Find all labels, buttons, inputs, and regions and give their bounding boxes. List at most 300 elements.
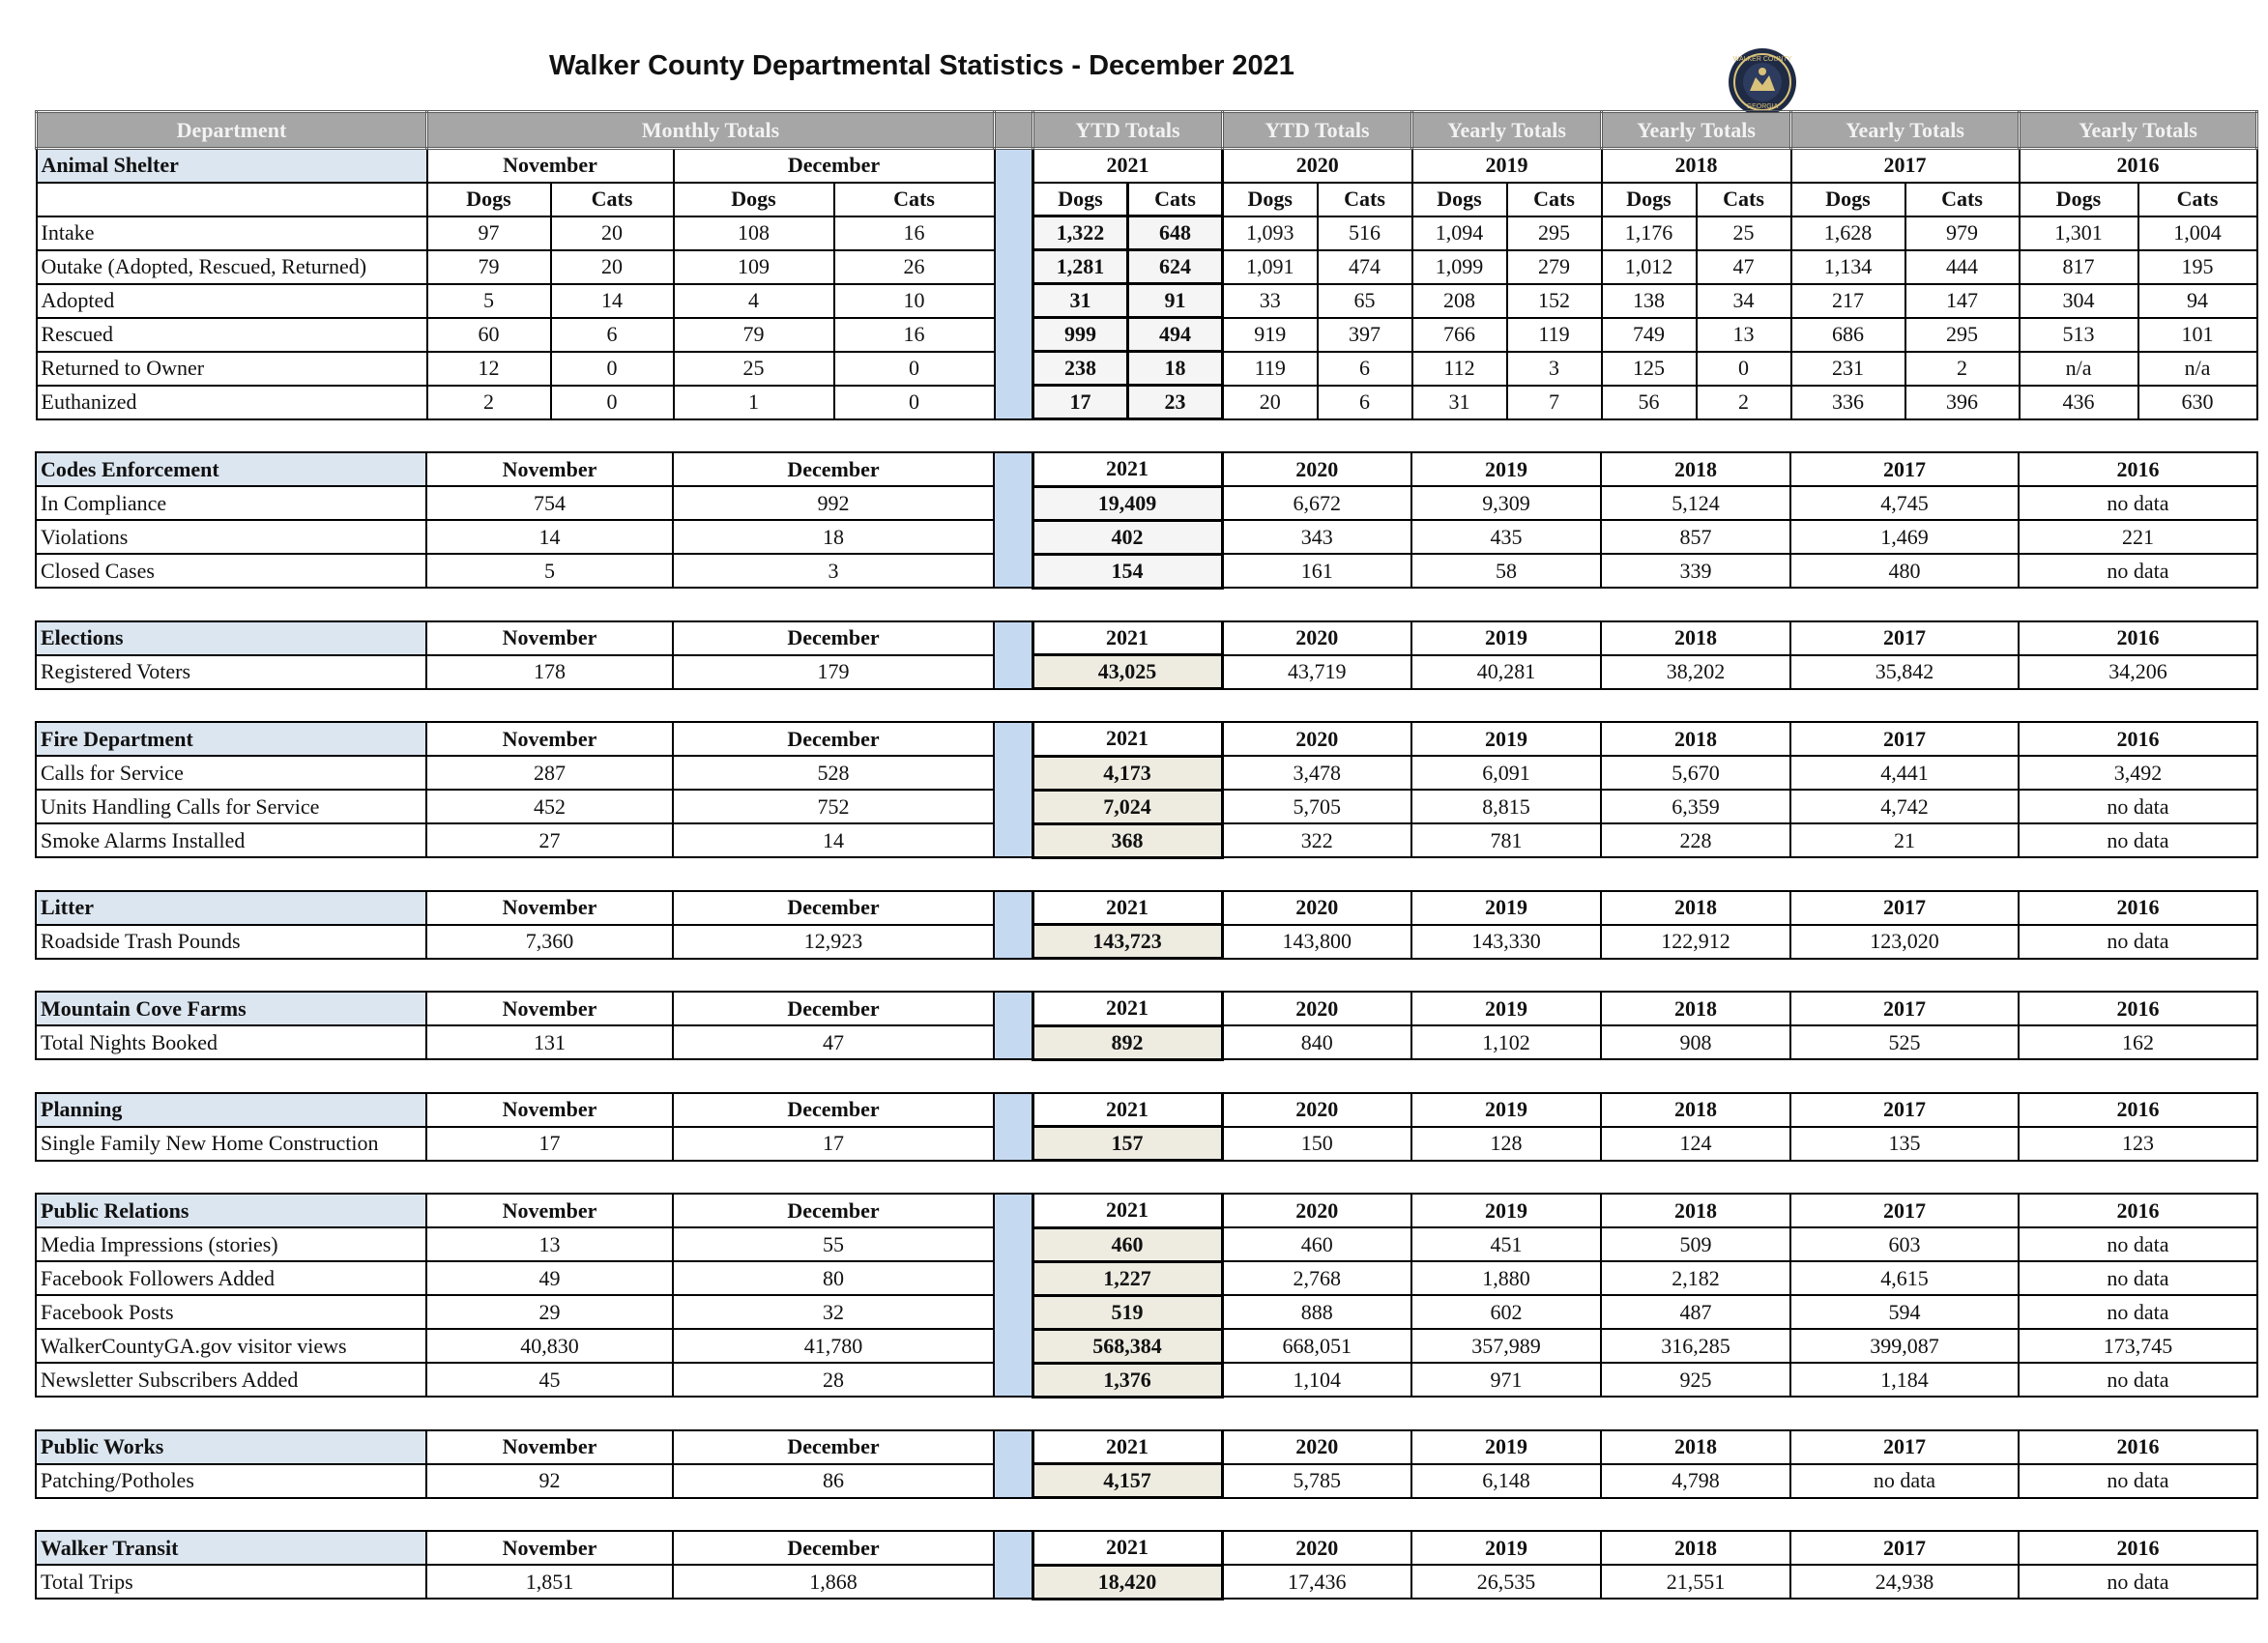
value-cell: 6 [1318, 386, 1412, 419]
ytd-value-cell: 402 [1032, 520, 1222, 554]
value-cell: 60 [427, 318, 551, 352]
value-cell: 1,012 [1602, 250, 1697, 284]
value-cell: 21,551 [1601, 1565, 1790, 1599]
value-cell: 2 [1905, 352, 2020, 386]
species-header: Cats [1128, 183, 1223, 216]
value-cell: 24,938 [1790, 1565, 2019, 1599]
species-header: Cats [1697, 183, 1791, 216]
period-header: 2016 [2019, 992, 2257, 1025]
column-header-row [37, 112, 2257, 149]
value-cell: 3 [673, 554, 994, 588]
value-cell: 1,301 [2020, 216, 2138, 250]
ytd-value-cell: 892 [1032, 1025, 1222, 1059]
period-header: 2016 [2019, 1531, 2257, 1565]
section-spacer [35, 1061, 2258, 1092]
period-header: 2016 [2020, 149, 2257, 183]
ytd-value-cell: 4,157 [1032, 1464, 1222, 1498]
value-cell: 14 [673, 823, 994, 857]
column-header: YTD Totals [1033, 112, 1223, 149]
period-header: 2016 [2019, 1093, 2257, 1127]
value-cell: 25 [674, 352, 834, 386]
gap-column [994, 1531, 1032, 1599]
value-cell: 0 [551, 386, 674, 419]
value-cell: no data [2019, 1261, 2257, 1295]
value-cell: 26 [834, 250, 995, 284]
value-cell: 668,051 [1222, 1329, 1411, 1363]
value-cell: 108 [674, 216, 834, 250]
species-header: Dogs [1223, 183, 1318, 216]
period-header: 2021 [1032, 891, 1222, 925]
value-cell: 1 [674, 386, 834, 419]
section-title: Codes Enforcement [36, 452, 426, 486]
value-cell: 1,134 [1791, 250, 1905, 284]
period-header: 2018 [1601, 992, 1790, 1025]
value-cell: 525 [1790, 1025, 2019, 1059]
section-title: Walker Transit [36, 1531, 426, 1565]
value-cell: 162 [2019, 1025, 2257, 1059]
empty-cell [37, 183, 427, 216]
value-cell: 150 [1222, 1127, 1411, 1161]
value-cell: 5,670 [1601, 756, 1790, 790]
species-header: Dogs [1033, 183, 1128, 216]
row-label: Intake [37, 216, 427, 250]
table-row [37, 318, 2257, 352]
value-cell: 123,020 [1790, 925, 2019, 959]
period-header: December [673, 621, 994, 655]
table-row [36, 1227, 2257, 1261]
value-cell: 32 [673, 1295, 994, 1329]
value-cell: 9,309 [1411, 486, 1601, 520]
table-row [36, 1295, 2257, 1329]
period-header: December [673, 722, 994, 756]
ytd-value-cell: 18 [1128, 352, 1223, 386]
species-header: Cats [1318, 183, 1412, 216]
period-header: 2021 [1032, 992, 1222, 1025]
period-header: 2018 [1601, 621, 1790, 655]
value-cell: 178 [426, 655, 673, 689]
period-header: 2017 [1790, 1430, 2019, 1464]
value-cell: 55 [673, 1227, 994, 1261]
value-cell: n/a [2020, 352, 2138, 386]
value-cell: 112 [1412, 352, 1507, 386]
section-header-row [36, 891, 2257, 925]
value-cell: 123 [2019, 1127, 2257, 1161]
value-cell: 21 [1790, 823, 2019, 857]
value-cell: 17,436 [1222, 1565, 1411, 1599]
value-cell: 152 [1507, 284, 1602, 318]
value-cell: 287 [426, 756, 673, 790]
value-cell: 487 [1601, 1295, 1790, 1329]
value-cell: 143,330 [1411, 925, 1601, 959]
period-header: November [426, 1194, 673, 1227]
value-cell: 992 [673, 486, 994, 520]
ytd-value-cell: 1,227 [1032, 1261, 1222, 1295]
value-cell: 217 [1791, 284, 1905, 318]
row-label: Smoke Alarms Installed [36, 823, 426, 857]
value-cell: 20 [551, 250, 674, 284]
value-cell: 5,124 [1601, 486, 1790, 520]
row-label: Closed Cases [36, 554, 426, 588]
value-cell: no data [2019, 1363, 2257, 1397]
value-cell: 4,742 [1790, 790, 2019, 823]
value-cell: 452 [426, 790, 673, 823]
section-spacer [35, 1398, 2258, 1429]
value-cell: 295 [1507, 216, 1602, 250]
period-header: December [673, 992, 994, 1025]
value-cell: 516 [1318, 216, 1412, 250]
row-label: Euthanized [37, 386, 427, 419]
table-row [36, 1127, 2257, 1161]
row-label: Total Nights Booked [36, 1025, 426, 1059]
subheader-row [37, 183, 2257, 216]
period-header: 2017 [1790, 452, 2019, 486]
period-header: 2019 [1411, 621, 1601, 655]
value-cell: 12,923 [673, 925, 994, 959]
value-cell: 1,469 [1790, 520, 2019, 554]
value-cell: 119 [1223, 352, 1318, 386]
value-cell: 128 [1411, 1127, 1601, 1161]
value-cell: 1,091 [1223, 250, 1318, 284]
value-cell: 603 [1790, 1227, 2019, 1261]
value-cell: 13 [1697, 318, 1791, 352]
value-cell: 17 [426, 1127, 673, 1161]
value-cell: no data [2019, 823, 2257, 857]
value-cell: 888 [1222, 1295, 1411, 1329]
ytd-value-cell: 1,281 [1033, 250, 1128, 284]
value-cell: 40,281 [1411, 655, 1601, 689]
period-header: 2018 [1601, 722, 1790, 756]
ytd-value-cell: 43,025 [1032, 655, 1222, 689]
period-header: 2020 [1222, 1093, 1411, 1127]
ytd-value-cell: 568,384 [1032, 1329, 1222, 1363]
value-cell: 5,785 [1222, 1464, 1411, 1498]
value-cell: 1,628 [1791, 216, 1905, 250]
section-table [35, 1193, 2258, 1398]
value-cell: 0 [1697, 352, 1791, 386]
period-header: 2021 [1032, 1531, 1222, 1565]
ytd-value-cell: 238 [1033, 352, 1128, 386]
value-cell: no data [2019, 925, 2257, 959]
value-cell: 2,768 [1222, 1261, 1411, 1295]
ytd-value-cell: 460 [1032, 1227, 1222, 1261]
value-cell: 2 [427, 386, 551, 419]
value-cell: 817 [2020, 250, 2138, 284]
value-cell: 396 [1905, 386, 2020, 419]
row-label: Adopted [37, 284, 427, 318]
value-cell: 38,202 [1601, 655, 1790, 689]
table-row [36, 823, 2257, 857]
period-header: 2019 [1411, 1531, 1601, 1565]
table-row [37, 250, 2257, 284]
section-table [35, 451, 2258, 590]
row-label: Newsletter Subscribers Added [36, 1363, 426, 1397]
section-spacer [35, 960, 2258, 991]
value-cell: 3,492 [2019, 756, 2257, 790]
period-header: December [673, 1531, 994, 1565]
value-cell: 339 [1601, 554, 1790, 588]
value-cell: 79 [427, 250, 551, 284]
ytd-value-cell: 17 [1033, 386, 1128, 419]
table-row [36, 1261, 2257, 1295]
row-label: Calls for Service [36, 756, 426, 790]
value-cell: 195 [2138, 250, 2257, 284]
period-header: 2018 [1602, 149, 1791, 183]
value-cell: 4,441 [1790, 756, 2019, 790]
value-cell: 119 [1507, 318, 1602, 352]
species-header: Cats [1507, 183, 1602, 216]
value-cell: 528 [673, 756, 994, 790]
period-header: 2017 [1790, 1093, 2019, 1127]
value-cell: 221 [2019, 520, 2257, 554]
header-gap-cell [995, 112, 1033, 149]
value-cell: 12 [427, 352, 551, 386]
value-cell: 13 [426, 1227, 673, 1261]
value-cell: 857 [1601, 520, 1790, 554]
table-row [36, 790, 2257, 823]
species-header: Dogs [2020, 183, 2138, 216]
period-header: 2019 [1411, 1430, 1601, 1464]
svg-text:GEORGIA: GEORGIA [1746, 103, 1779, 110]
value-cell: 1,851 [426, 1565, 673, 1599]
value-cell: 135 [1790, 1127, 2019, 1161]
section-header-row [37, 149, 2257, 183]
period-header: December [674, 149, 995, 183]
period-header: 2018 [1601, 1093, 1790, 1127]
ytd-value-cell: 157 [1032, 1127, 1222, 1161]
value-cell: 18 [673, 520, 994, 554]
value-cell: 16 [834, 318, 995, 352]
row-label: Returned to Owner [37, 352, 427, 386]
section-table [35, 890, 2258, 961]
value-cell: 295 [1905, 318, 2020, 352]
section-spacer [35, 1499, 2258, 1530]
gap-column [994, 1430, 1032, 1498]
section-spacer [35, 690, 2258, 721]
period-header: 2016 [2019, 1430, 2257, 1464]
period-header: 2021 [1033, 149, 1223, 183]
value-cell: 17 [673, 1127, 994, 1161]
value-cell: 4 [674, 284, 834, 318]
row-label: Media Impressions (stories) [36, 1227, 426, 1261]
section-table [35, 1530, 2258, 1600]
value-cell: 1,184 [1790, 1363, 2019, 1397]
value-cell: 451 [1411, 1227, 1601, 1261]
section-title: Planning [36, 1093, 426, 1127]
section-spacer [35, 420, 2258, 451]
period-header: 2020 [1222, 1430, 1411, 1464]
value-cell: 602 [1411, 1295, 1601, 1329]
table-row [37, 386, 2257, 419]
value-cell: 14 [426, 520, 673, 554]
value-cell: 124 [1601, 1127, 1790, 1161]
value-cell: 1,868 [673, 1565, 994, 1599]
period-header: 2018 [1601, 452, 1790, 486]
value-cell: 228 [1601, 823, 1790, 857]
period-header: November [426, 891, 673, 925]
period-header: 2020 [1222, 992, 1411, 1025]
value-cell: 1,102 [1411, 1025, 1601, 1059]
gap-column [994, 621, 1032, 689]
value-cell: 109 [674, 250, 834, 284]
value-cell: 1,099 [1412, 250, 1507, 284]
row-label: Rescued [37, 318, 427, 352]
value-cell: 509 [1601, 1227, 1790, 1261]
period-header: December [673, 452, 994, 486]
value-cell: 435 [1411, 520, 1601, 554]
value-cell: 138 [1602, 284, 1697, 318]
value-cell: 49 [426, 1261, 673, 1295]
value-cell: 45 [426, 1363, 673, 1397]
value-cell: 56 [1602, 386, 1697, 419]
value-cell: no data [2019, 1295, 2257, 1329]
gap-column [994, 452, 1032, 588]
period-header: 2017 [1790, 722, 2019, 756]
value-cell: 840 [1222, 1025, 1411, 1059]
ytd-value-cell: 23 [1128, 386, 1223, 419]
row-label: Single Family New Home Construction [36, 1127, 426, 1161]
ytd-value-cell: 519 [1032, 1295, 1222, 1329]
section-header-row [36, 621, 2257, 655]
value-cell: 31 [1412, 386, 1507, 419]
gap-column [994, 1194, 1032, 1397]
value-cell: 1,093 [1223, 216, 1318, 250]
ytd-value-cell: 1,322 [1033, 216, 1128, 250]
value-cell: 65 [1318, 284, 1412, 318]
value-cell: no data [2019, 486, 2257, 520]
value-cell: 4,745 [1790, 486, 2019, 520]
ytd-value-cell: 4,173 [1032, 756, 1222, 790]
gap-column [994, 1093, 1032, 1161]
period-header: 2019 [1412, 149, 1602, 183]
value-cell: 26,535 [1411, 1565, 1601, 1599]
value-cell: 94 [2138, 284, 2257, 318]
value-cell: no data [2019, 1227, 2257, 1261]
ytd-value-cell: 91 [1128, 284, 1223, 318]
species-header: Dogs [1791, 183, 1905, 216]
row-label: Patching/Potholes [36, 1464, 426, 1498]
value-cell: 1,004 [2138, 216, 2257, 250]
period-header: November [426, 992, 673, 1025]
value-cell: 92 [426, 1464, 673, 1498]
period-header: 2021 [1032, 1194, 1222, 1227]
value-cell: no data [2019, 1464, 2257, 1498]
period-header: 2020 [1222, 722, 1411, 756]
value-cell: 2,182 [1601, 1261, 1790, 1295]
value-cell: 6,148 [1411, 1464, 1601, 1498]
section-header-row [36, 1194, 2257, 1227]
value-cell: 460 [1222, 1227, 1411, 1261]
value-cell: no data [1790, 1464, 2019, 1498]
row-label: Facebook Followers Added [36, 1261, 426, 1295]
value-cell: 752 [673, 790, 994, 823]
species-header: Cats [2138, 183, 2257, 216]
value-cell: 40,830 [426, 1329, 673, 1363]
section-spacer [35, 1162, 2258, 1193]
period-header: 2020 [1222, 1194, 1411, 1227]
value-cell: 444 [1905, 250, 2020, 284]
period-header: 2020 [1222, 452, 1411, 486]
section-title: Animal Shelter [37, 149, 427, 183]
period-header: 2020 [1222, 1531, 1411, 1565]
value-cell: 6,359 [1601, 790, 1790, 823]
value-cell: 29 [426, 1295, 673, 1329]
section-header-row [36, 992, 2257, 1025]
value-cell: 10 [834, 284, 995, 318]
value-cell: 147 [1905, 284, 2020, 318]
section-table [35, 620, 2258, 691]
section-table [35, 991, 2258, 1061]
ytd-value-cell: 143,723 [1032, 925, 1222, 959]
ytd-value-cell: 7,024 [1032, 790, 1222, 823]
value-cell: 979 [1905, 216, 2020, 250]
value-cell: 173,745 [2019, 1329, 2257, 1363]
row-label: WalkerCountyGA.gov visitor views [36, 1329, 426, 1363]
value-cell: 86 [673, 1464, 994, 1498]
row-label: Registered Voters [36, 655, 426, 689]
section-header-row [36, 1430, 2257, 1464]
value-cell: 7 [1507, 386, 1602, 419]
value-cell: 279 [1507, 250, 1602, 284]
period-header: 2021 [1032, 621, 1222, 655]
section-table [35, 1429, 2258, 1500]
value-cell: 131 [426, 1025, 673, 1059]
column-header: Monthly Totals [427, 112, 995, 149]
table-row [36, 554, 2257, 588]
value-cell: 336 [1791, 386, 1905, 419]
row-label: Facebook Posts [36, 1295, 426, 1329]
period-header: 2021 [1032, 1093, 1222, 1127]
animal-shelter-table [35, 110, 2258, 420]
period-header: 2016 [2019, 621, 2257, 655]
value-cell: 6 [551, 318, 674, 352]
species-header: Cats [551, 183, 674, 216]
table-row [37, 284, 2257, 318]
period-header: 2019 [1411, 1093, 1601, 1127]
species-header: Dogs [674, 183, 834, 216]
row-label: Outake (Adopted, Rescued, Returned) [37, 250, 427, 284]
row-label: Violations [36, 520, 426, 554]
value-cell: 919 [1223, 318, 1318, 352]
period-header: 2016 [2019, 891, 2257, 925]
period-header: 2020 [1222, 621, 1411, 655]
section-title: Public Relations [36, 1194, 426, 1227]
value-cell: 630 [2138, 386, 2257, 419]
value-cell: 436 [2020, 386, 2138, 419]
value-cell: 28 [673, 1363, 994, 1397]
value-cell: 43,719 [1222, 655, 1411, 689]
value-cell: 5 [426, 554, 673, 588]
value-cell: 5 [427, 284, 551, 318]
gap-column [994, 891, 1032, 959]
period-header: 2017 [1790, 1194, 2019, 1227]
value-cell: 925 [1601, 1363, 1790, 1397]
period-header: November [426, 1093, 673, 1127]
value-cell: 143,800 [1222, 925, 1411, 959]
value-cell: 8,815 [1411, 790, 1601, 823]
ytd-value-cell: 19,409 [1032, 486, 1222, 520]
section-table [35, 1092, 2258, 1163]
period-header: 2017 [1790, 992, 2019, 1025]
gap-column [994, 992, 1032, 1059]
row-label: Total Trips [36, 1565, 426, 1599]
period-header: 2021 [1032, 722, 1222, 756]
value-cell: 101 [2138, 318, 2257, 352]
period-header: 2021 [1032, 1430, 1222, 1464]
ytd-value-cell: 648 [1128, 216, 1223, 250]
section-title: Fire Department [36, 722, 426, 756]
species-header: Dogs [1602, 183, 1697, 216]
period-header: 2016 [2019, 1194, 2257, 1227]
